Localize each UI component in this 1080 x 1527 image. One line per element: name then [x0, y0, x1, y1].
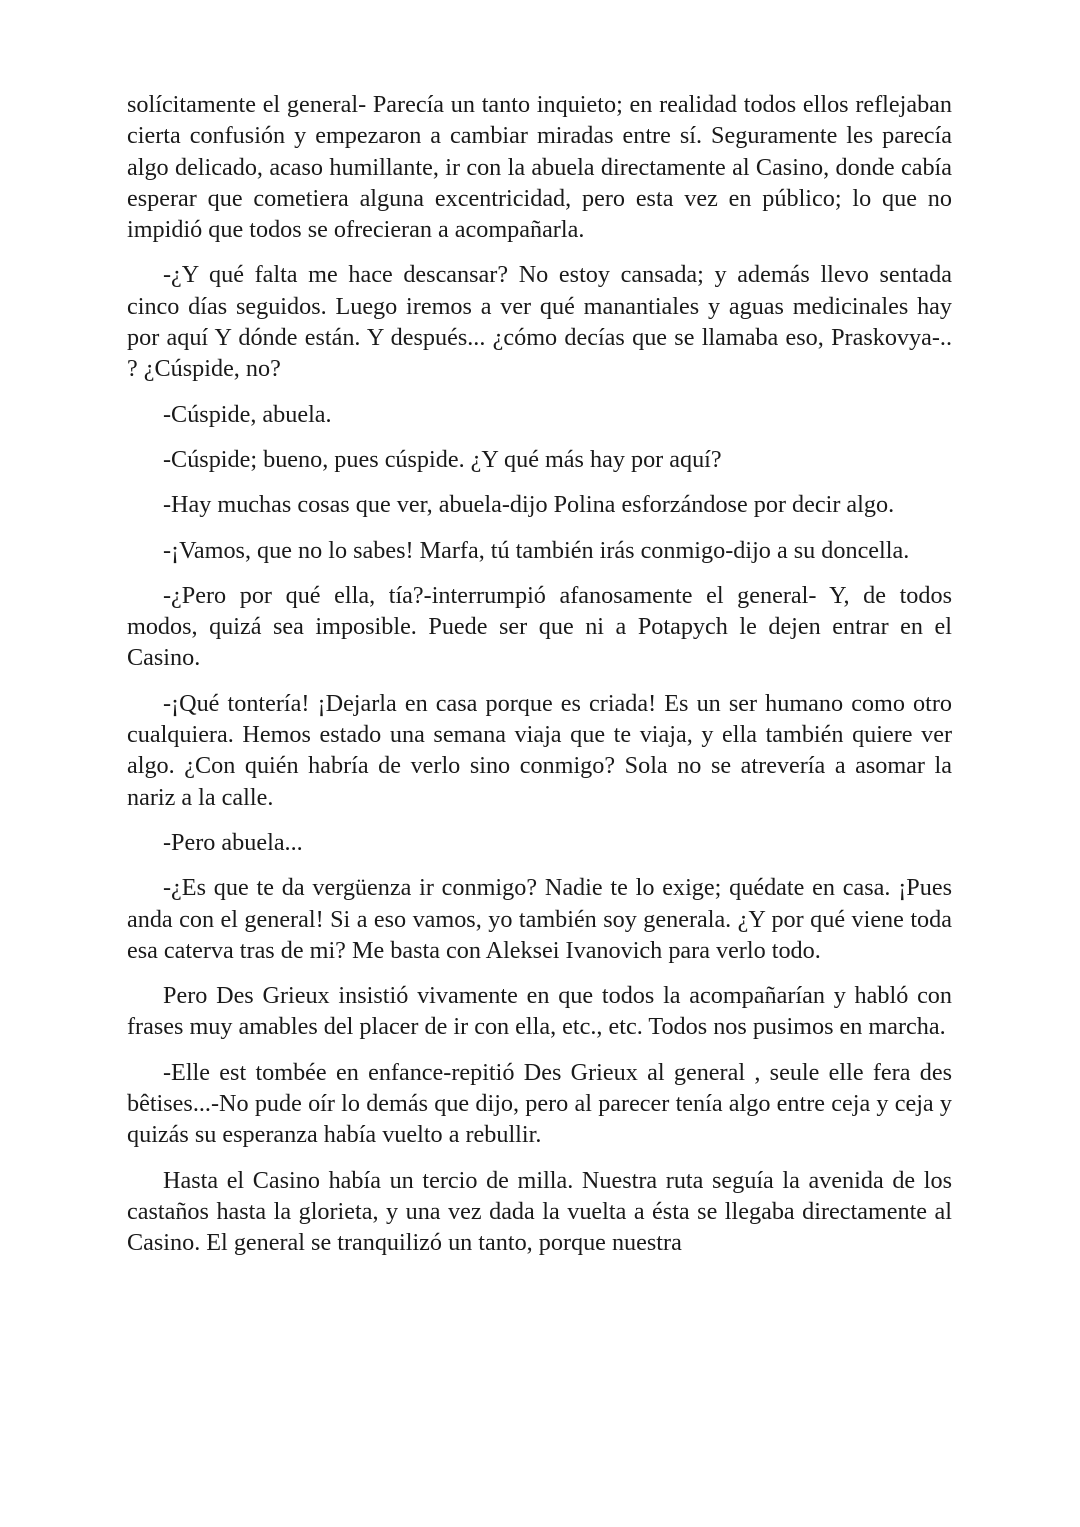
paragraph-dialogue: -¿Y qué falta me hace descansar? No estoy cansada; y además llevo sentada cinco días seguidos. Luego iremos a ver qué manantiales y aguas medicinales hay por aquí Y dónde están. Y después... ¿cómo decías que se llamaba eso, Praskovya-.. ? ¿Cúspide, no? [127, 261, 952, 383]
paragraph-continuation: solícitamente el general- Parecía un tanto inquieto; en realidad todos ellos reflejaban cierta confusión y empezaron a cambiar miradas entre sí. Seguramente les parecía algo delicado, acaso humillante, ir con la abuela directamente al Casino, donde cabía esperar que cometiera alguna excentricidad, pero esta vez en público; lo que no impidió que todos se ofrecieran a acompañarla. [127, 91, 952, 244]
paragraph-narrative: Hasta el Casino había un tercio de milla. Nuestra ruta seguía la avenida de los castaños hasta la glorieta, y una vez dada la vuelta a ésta se llegaba directamente al Casino. El general se tranquilizó un tanto, porque nuestra [127, 1166, 952, 1257]
paragraph-dialogue: -Cúspide; bueno, pues cúspide. ¿Y qué más hay por aquí? [163, 445, 722, 473]
paragraph-dialogue: -Pero abuela... [163, 828, 303, 856]
paragraph-dialogue: -¡Vamos, que no lo sabes! Marfa, tú también irás conmigo-dijo a su doncella. [163, 536, 910, 564]
paragraph-dialogue: -Cúspide, abuela. [163, 400, 332, 428]
paragraph-dialogue: -¿Pero por qué ella, tía?-interrumpió afanosamente el general- Y, de todos modos, quizá sea imposible. Puede ser que ni a Potapych le dejen entrar en el Casino. [127, 581, 952, 672]
paragraph-narrative: Pero Des Grieux insistió vivamente en que todos la acompañarían y habló con frases muy amables del placer de ir con ella, etc., etc. Todos nos pusimos en marcha. [127, 982, 952, 1041]
paragraph-dialogue: -¿Es que te da vergüenza ir conmigo? Nadie te lo exige; quédate en casa. ¡Pues anda con el general! Si a eso vamos, yo también soy generala. ¿Y por qué viene toda esa caterva tras de mi? Me basta con Aleksei Ivanovich para verlo todo. [127, 874, 952, 964]
paragraph-dialogue: -¡Qué tontería! ¡Dejarla en casa porque es criada! Es un ser humano como otro cualquiera. Hemos estado una semana viaja que te viaja, y ella también quiere ver algo. ¿Con quién habría de verlo sino conmigo? Sola no se atrevería a asomar la nariz a la calle. [127, 689, 952, 811]
paragraph-dialogue: -Hay muchas cosas que ver, abuela-dijo Polina esforzándose por decir algo. [163, 491, 895, 519]
paragraph-dialogue: -Elle est tombée en enfance-repitió Des Grieux al general , seule elle fera des bêtises...-No pude oír lo demás que dijo, pero al parecer tenía algo entre ceja y ceja y quizás su esperanza había vuelto a rebullir. [127, 1058, 952, 1149]
document-page [127, 89, 952, 1273]
